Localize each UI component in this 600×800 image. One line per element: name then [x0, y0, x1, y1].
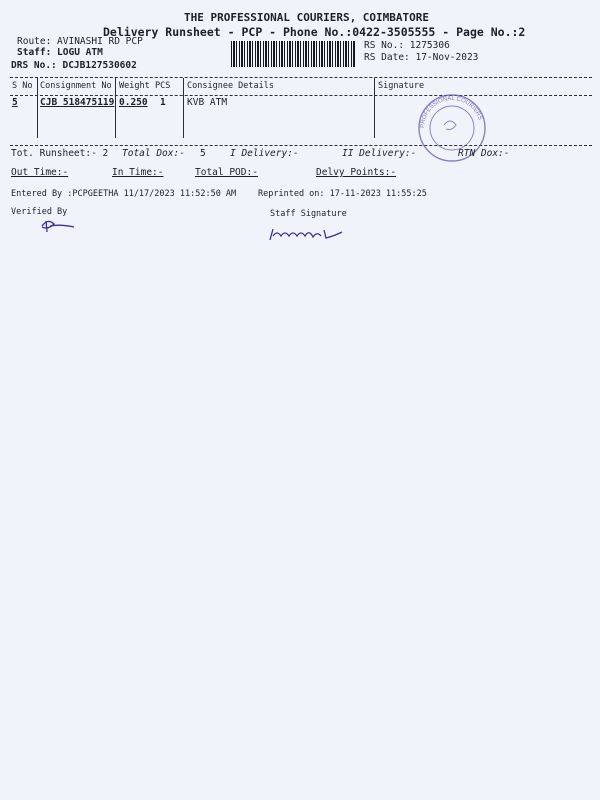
header-signature: Signature [378, 81, 425, 91]
stamp-ring-text: PROFESSIONAL COURIERS [419, 95, 483, 129]
drs-number: DRS No.: DCJB127530602 [11, 60, 137, 71]
in-time-label: In Time:- [112, 167, 164, 178]
table-bottom-rule [10, 145, 592, 146]
header-consignee: Consignee Details [187, 81, 274, 91]
row-pcs: 1 [160, 97, 166, 108]
route-label: Route: AVINASHI RD PCP [17, 36, 143, 47]
table-top-rule [10, 77, 592, 78]
staff-label: Staff: LOGU ATM [17, 47, 103, 58]
runsheet-title: Delivery Runsheet - PCP - Phone No.:0422-3505555 - Page No.:2 [103, 25, 526, 39]
header-consignment: Consignment No [40, 81, 112, 91]
header-weight: Weight [119, 81, 150, 91]
verified-by-label: Verified By [11, 207, 68, 217]
reprinted-on: Reprinted on: 17-11-2023 11:55:25 [258, 189, 427, 199]
staff-signature-label: Staff Signature [270, 209, 347, 219]
entered-by: Entered By :PCPGEETHA 11/17/2023 11:52:50 AM [11, 189, 237, 199]
col-divider [183, 78, 184, 138]
col-divider [374, 78, 375, 138]
ii-delivery-label: II Delivery:- [342, 148, 417, 159]
company-title: THE PROFESSIONAL COURIERS, COIMBATORE [184, 11, 430, 24]
total-dox-label: Total Dox:- [122, 148, 185, 159]
row-sno: 5 [12, 97, 18, 108]
header-pcs: PCS [155, 81, 171, 91]
row-consignee: KVB ATM [187, 97, 228, 108]
barcode [231, 41, 355, 67]
table-header-rule [10, 95, 592, 96]
delvy-points-label: Delvy Points:- [316, 167, 397, 178]
staff-signature [266, 224, 348, 244]
verifier-signature [36, 217, 80, 235]
header-sno: S No [12, 81, 33, 91]
rs-number: RS No.: 1275306 [364, 40, 450, 51]
rs-date: RS Date: 17-Nov-2023 [364, 52, 479, 63]
i-delivery-label: I Delivery:- [230, 148, 299, 159]
col-divider [37, 78, 38, 138]
col-divider [115, 78, 116, 138]
rtn-dox-label: RTN Dox:- [458, 148, 510, 159]
out-time-label: Out Time:- [11, 167, 69, 178]
total-dox-value: 5 [200, 148, 206, 159]
tot-runsheet: Tot. Runsheet:- 2 [11, 148, 109, 159]
total-pod-label: Total POD:- [195, 167, 258, 178]
row-weight: 0.250 [119, 97, 148, 108]
row-consignment: CJB 518475119 [40, 97, 115, 108]
